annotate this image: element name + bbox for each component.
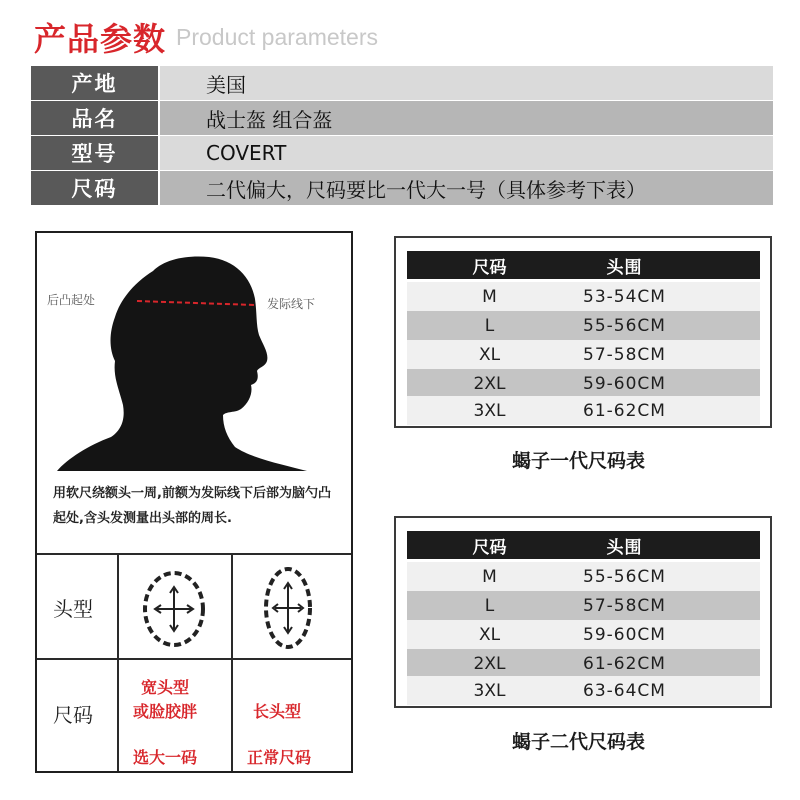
parameter-table	[31, 66, 773, 206]
header-head: 头围	[606, 257, 643, 278]
size-row	[407, 311, 760, 340]
head-cell: 53-54CM	[583, 286, 666, 307]
size-cell: M	[482, 566, 497, 587]
head-silhouette-icon	[37, 233, 351, 473]
header-size: 尺码	[472, 537, 507, 558]
page-title: 产品参数	[34, 20, 167, 58]
measure-instruction: 用软尺绕额头一周,前额为发际线下后部为脑勺凸起处,含头发测量出头部的周长.	[53, 486, 331, 526]
size-chart-caption: 蝎子一代尺码表	[512, 450, 646, 472]
head-cell: 55-56CM	[583, 315, 666, 336]
long-head-text: 长头型	[253, 702, 302, 721]
head-cell: 59-60CM	[583, 624, 666, 645]
size-label: 尺码	[53, 703, 93, 727]
size-row	[407, 282, 760, 311]
size-cell: 3XL	[473, 400, 506, 421]
wide-head-text: 宽头型	[141, 678, 190, 697]
size-cell: 3XL	[473, 680, 506, 701]
head-cell: 57-58CM	[583, 344, 666, 365]
size-chart-gen1	[394, 236, 772, 428]
head-cell: 59-60CM	[583, 373, 666, 394]
parameter-row	[31, 136, 773, 170]
wide-advice-text: 选大一码	[133, 748, 198, 767]
head-type-label: 头型	[53, 597, 93, 621]
head-cell: 61-62CM	[583, 400, 666, 421]
size-cell: L	[484, 315, 495, 336]
size-cell: M	[482, 286, 497, 307]
parameter-key: 品名	[31, 101, 158, 135]
parameter-value: COVERT	[160, 136, 773, 170]
size-row	[407, 396, 760, 425]
parameter-key: 尺码	[31, 171, 158, 205]
parameter-row	[31, 66, 773, 100]
head-cell: 55-56CM	[583, 566, 666, 587]
size-cell: L	[484, 595, 495, 616]
divider	[37, 658, 351, 660]
size-row	[407, 676, 760, 705]
page-subtitle: Product parameters	[176, 24, 378, 50]
head-shape-wide-icon	[139, 569, 209, 649]
hairline-label: 发际线下	[267, 297, 316, 311]
long-advice-text: 正常尺码	[247, 748, 312, 767]
size-row	[407, 562, 760, 591]
head-cell: 61-62CM	[583, 653, 666, 674]
size-row	[407, 340, 760, 369]
parameter-row	[31, 171, 773, 205]
parameter-key: 型号	[31, 136, 158, 170]
size-row	[407, 649, 760, 678]
head-shape-long-icon	[253, 565, 323, 651]
parameter-value: 二代偏大，尺码要比一代大一号（具体参考下表）	[160, 171, 773, 205]
size-cell: XL	[478, 624, 501, 645]
size-chart-header	[407, 251, 760, 279]
parameter-value: 战士盔 组合盔	[160, 101, 773, 135]
size-row	[407, 591, 760, 620]
size-chart-caption: 蝎子二代尺码表	[512, 731, 646, 753]
size-row	[407, 620, 760, 649]
wide-face-text: 或脸胶胖	[133, 702, 198, 721]
size-cell: 2XL	[473, 373, 506, 394]
divider	[37, 553, 351, 555]
parameter-value: 美国	[160, 66, 773, 100]
divider	[117, 553, 119, 771]
header-size: 尺码	[472, 257, 507, 278]
measurement-guide	[35, 231, 353, 773]
back-bump-label: 后凸起处	[47, 293, 96, 307]
size-chart-header	[407, 531, 760, 559]
head-cell: 63-64CM	[583, 680, 666, 701]
head-cell: 57-58CM	[583, 595, 666, 616]
size-chart-gen2	[394, 516, 772, 708]
size-cell: 2XL	[473, 653, 506, 674]
header-head: 头围	[606, 537, 643, 558]
size-cell: XL	[478, 344, 501, 365]
size-row	[407, 369, 760, 398]
parameter-row	[31, 101, 773, 135]
divider	[231, 553, 233, 771]
parameter-key: 产地	[31, 66, 158, 100]
